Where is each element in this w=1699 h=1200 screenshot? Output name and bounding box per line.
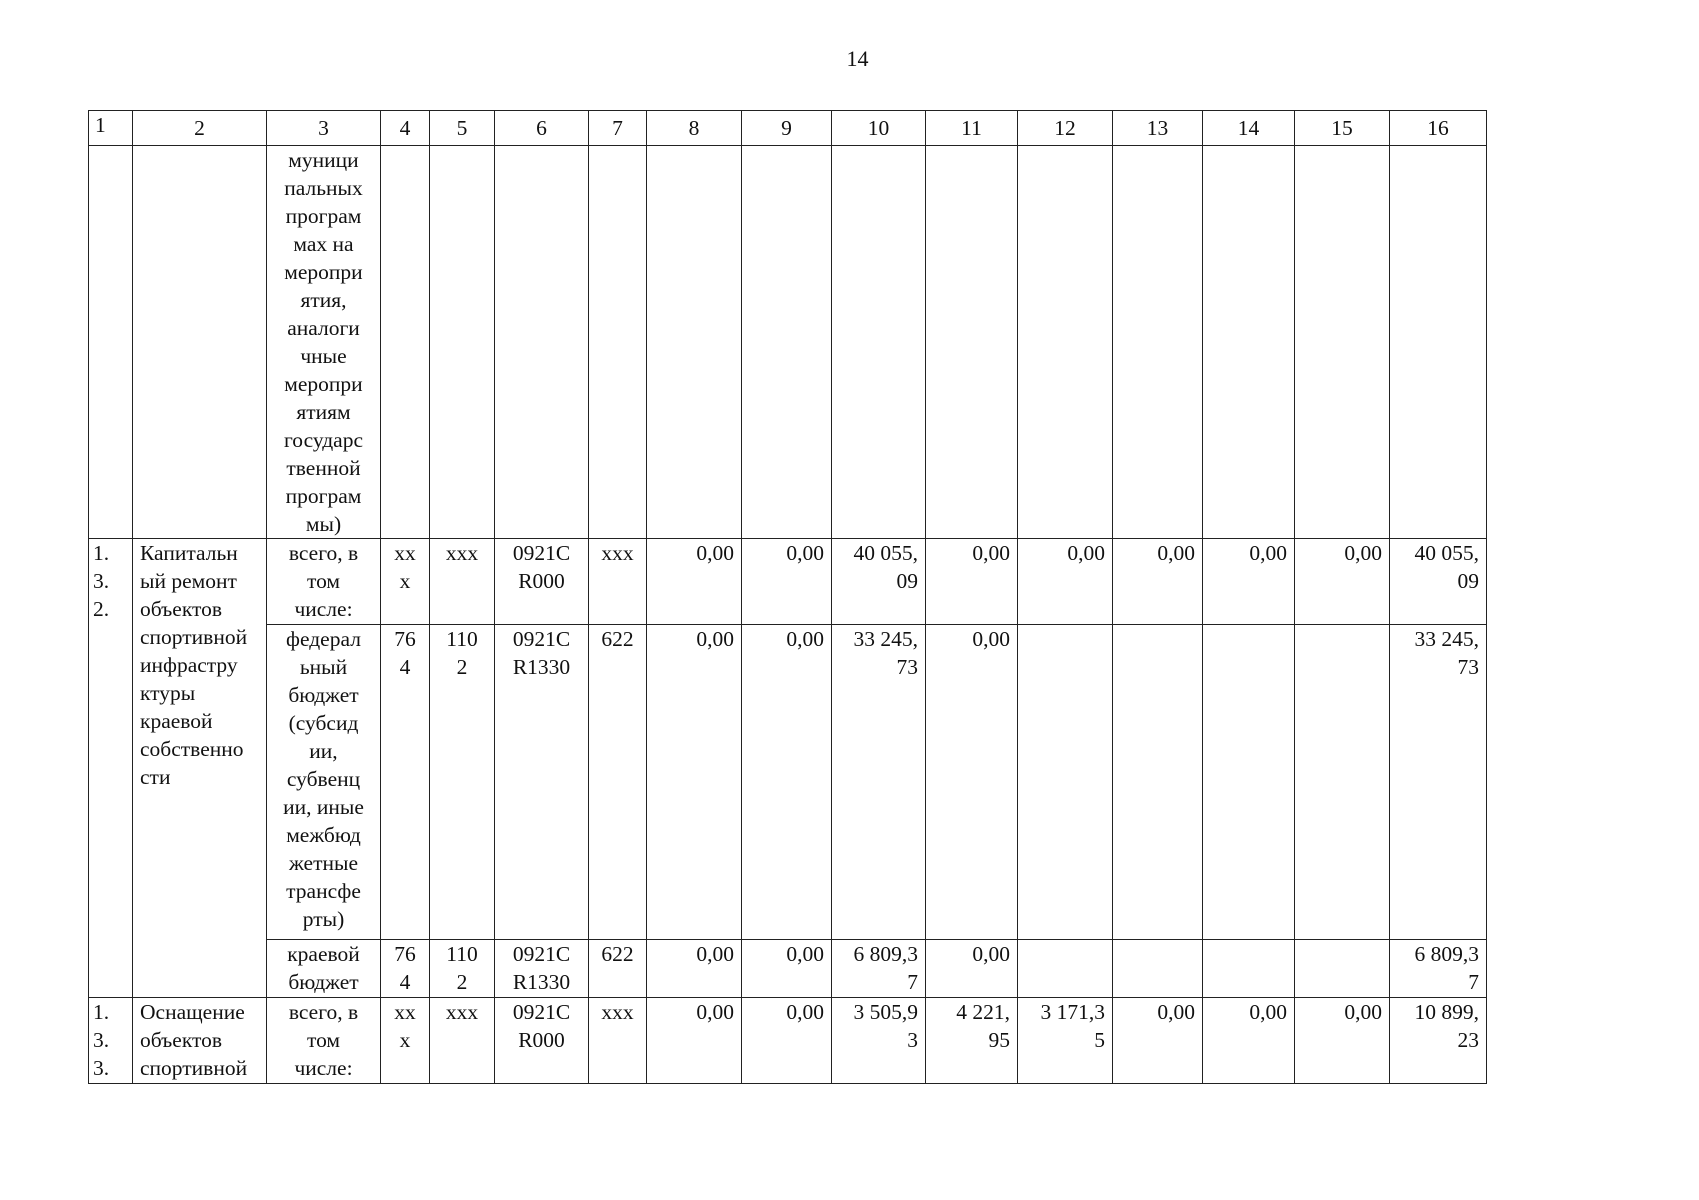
- table-cell: 0,00: [1113, 539, 1203, 625]
- table-cell: [1203, 625, 1295, 940]
- table-cell: 33 245, 73: [1390, 625, 1487, 940]
- table-row: [89, 539, 1487, 625]
- column-header: 5: [430, 111, 495, 146]
- table-cell: 6 809,3 7: [832, 940, 926, 998]
- table-cell: 4 221, 95: [926, 998, 1018, 1084]
- page-number: 14: [846, 46, 869, 71]
- table-cell: краевой бюджет: [267, 940, 381, 998]
- table-cell: хх х: [381, 539, 430, 625]
- table-cell: 6 809,3 7: [1390, 940, 1487, 998]
- table-cell: [381, 146, 430, 539]
- table-cell: федерал ьный бюджет (субсид ии, субвенц ии, иные межбюд жетные трансфе рты): [267, 625, 381, 940]
- table-cell: 0,00: [647, 539, 742, 625]
- table-cell: 0,00: [1295, 998, 1390, 1084]
- column-header: 14: [1203, 111, 1295, 146]
- table-cell: 0921С R000: [495, 998, 589, 1084]
- activity-name: Капитальн ый ремонт объектов спортивной инфрастру ктуры краевой собственно сти: [133, 539, 267, 998]
- table-cell: 33 245, 73: [832, 625, 926, 940]
- table-cell: [1018, 940, 1113, 998]
- table-cell: [1390, 146, 1487, 539]
- table-cell: [495, 146, 589, 539]
- table-cell: 40 055, 09: [1390, 539, 1487, 625]
- table-cell: 0921С R1330: [495, 625, 589, 940]
- table-cell: ххх: [589, 998, 647, 1084]
- budget-table: [88, 110, 1487, 1084]
- column-header: 4: [381, 111, 430, 146]
- table-cell: 0,00: [1113, 998, 1203, 1084]
- table-cell: [1295, 940, 1390, 998]
- table-cell: 110 2: [430, 940, 495, 998]
- column-header: 9: [742, 111, 832, 146]
- table-cell: всего, в том числе:: [267, 998, 381, 1084]
- table-cell: 3 171,3 5: [1018, 998, 1113, 1084]
- table-cell: [1203, 146, 1295, 539]
- table-cell: 0,00: [1203, 998, 1295, 1084]
- table-cell: 0,00: [742, 539, 832, 625]
- table-cell: ххх: [430, 998, 495, 1084]
- table-header-row: [89, 111, 1487, 146]
- column-header: 7: [589, 111, 647, 146]
- table-cell: [89, 146, 133, 539]
- table-cell: 0,00: [742, 998, 832, 1084]
- column-header: 1: [89, 111, 133, 146]
- row-number: 1. 3. 3.: [89, 998, 133, 1084]
- table-cell: [1203, 940, 1295, 998]
- table-cell: 10 899, 23: [1390, 998, 1487, 1084]
- column-header: 13: [1113, 111, 1203, 146]
- table-cell: муници пальных програм мах на меропри ятия, аналоги чные меропри ятиям государс твенной програм мы): [267, 146, 381, 539]
- table-cell: 0,00: [1018, 539, 1113, 625]
- table-cell: 0921С R1330: [495, 940, 589, 998]
- table-cell: 0,00: [742, 625, 832, 940]
- table-row: [89, 940, 1487, 998]
- column-header: 8: [647, 111, 742, 146]
- table-cell: 110 2: [430, 625, 495, 940]
- table-cell: 76 4: [381, 625, 430, 940]
- table-cell: [1113, 940, 1203, 998]
- table-cell: [1113, 625, 1203, 940]
- table-cell: 0,00: [647, 625, 742, 940]
- table-cell: [133, 146, 267, 539]
- column-header: 10: [832, 111, 926, 146]
- table-cell: 0,00: [1295, 539, 1390, 625]
- table-cell: [1295, 146, 1390, 539]
- row-number: 1. 3. 2.: [89, 539, 133, 998]
- table-cell: всего, в том числе:: [267, 539, 381, 625]
- table-cell: 0,00: [1203, 539, 1295, 625]
- table-cell: [1295, 625, 1390, 940]
- table-cell: ххх: [589, 539, 647, 625]
- table-cell: 0,00: [742, 940, 832, 998]
- table-row: [89, 998, 1487, 1084]
- table-cell: [926, 146, 1018, 539]
- table-cell: [1018, 146, 1113, 539]
- column-header: 15: [1295, 111, 1390, 146]
- column-header: 6: [495, 111, 589, 146]
- table-cell: 3 505,9 3: [832, 998, 926, 1084]
- table-cell: [742, 146, 832, 539]
- table-cell: [647, 146, 742, 539]
- table-cell: [1018, 625, 1113, 940]
- table-cell: [832, 146, 926, 539]
- table-row: [89, 625, 1487, 940]
- column-header: 11: [926, 111, 1018, 146]
- column-header: 16: [1390, 111, 1487, 146]
- activity-name: Оснащение объектов спортивной: [133, 998, 267, 1084]
- table-cell: 76 4: [381, 940, 430, 998]
- table-cell: ххх: [430, 539, 495, 625]
- table-cell: хх х: [381, 998, 430, 1084]
- table-cell: 0921С R000: [495, 539, 589, 625]
- table-cell: [430, 146, 495, 539]
- column-header: 3: [267, 111, 381, 146]
- table-cell: 0,00: [926, 940, 1018, 998]
- table-cell: 0,00: [926, 539, 1018, 625]
- table-cell: 622: [589, 625, 647, 940]
- table-cell: 0,00: [647, 998, 742, 1084]
- table-cell: 40 055, 09: [832, 539, 926, 625]
- table-cell: [589, 146, 647, 539]
- table-cell: 0,00: [647, 940, 742, 998]
- table-cell: 622: [589, 940, 647, 998]
- table-row: [89, 146, 1487, 539]
- column-header: 2: [133, 111, 267, 146]
- table-cell: 0,00: [926, 625, 1018, 940]
- table-cell: [1113, 146, 1203, 539]
- column-header: 12: [1018, 111, 1113, 146]
